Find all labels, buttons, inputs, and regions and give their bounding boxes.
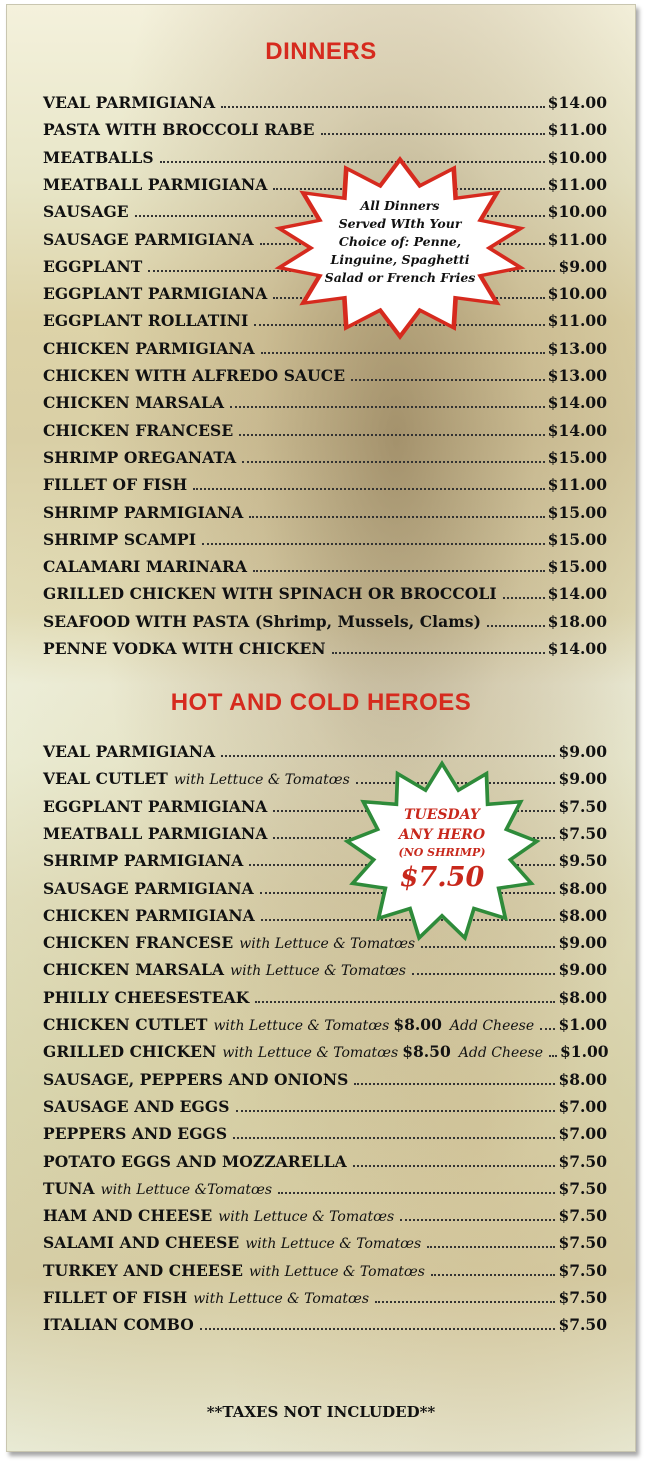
dot-leader [202,543,545,545]
item-price: $1.00 [560,1042,609,1062]
item-price: $14.00 [547,584,607,604]
item-price: $7.00 [558,1124,607,1144]
item-name: GRILLED CHICKEN [43,1042,217,1062]
item-note: with Lettuce & Tomatœs [245,1236,422,1253]
heroes-row [43,1179,607,1201]
item-name: SEAFOOD WITH PASTA (Shrimp, Mussels, Clams) [43,611,482,631]
heroes-row [43,1124,607,1146]
item-name: CHICKEN PARMIGIANA [43,338,255,358]
item-price: $11.00 [547,120,607,140]
dot-leader [249,516,544,518]
dot-leader [278,1192,555,1194]
dot-leader [354,1083,555,1085]
dinners-row [43,557,607,579]
dot-leader [351,379,545,381]
item-note: with Lettuce &Tomatœs [100,1181,273,1198]
heroes-row [43,1042,607,1064]
starburst-line: Linguine, Spaghetti [330,252,470,267]
item-price: $7.50 [558,1315,607,1335]
heroes-row [43,960,607,982]
item-price: $11.00 [547,475,607,495]
item-name: CHICKEN WITH ALFREDO SAUCE [43,366,346,385]
dot-leader [427,1246,555,1248]
item-price: $14.00 [547,420,607,440]
item-name: SHRIMP SCAMPI [43,529,197,549]
item-note: with Lettuce & Tomatœs [213,1018,390,1034]
special-price: $7.50 [399,862,485,893]
item-price: $14.00 [547,639,607,658]
item-name: CHICKEN CUTLET [43,1015,208,1034]
tuesday-special-starburst-badge [337,757,547,947]
item-name: EGGPLANT [43,256,143,276]
heroes-row [43,1233,607,1255]
item-name: PASTA WITH BROCCOLI RABE [43,120,315,140]
item-name: TUNA [43,1178,95,1198]
dot-leader [200,1328,556,1330]
starburst-line: Choice of: Penne, [338,234,462,249]
item-name: CHICKEN MARSALA [43,960,225,980]
item-price: $13.00 [547,366,607,385]
dinners-row [43,503,607,525]
item-name: SHRIMP PARMIGIANA [43,502,244,522]
item-name: PHILLY CHEESESTEAK [43,987,250,1007]
item-base-price: $8.00 [393,1015,442,1034]
dot-leader [549,1055,557,1057]
dot-leader [431,1274,556,1276]
no-shrimp-label: (NO SHRIMP) [398,846,486,859]
item-name: TURKEY AND CHEESE [43,1260,244,1280]
item-note: with Lettuce & Tomatœs [249,1263,425,1280]
heroes-row [43,1288,607,1310]
item-name: SALAMI AND CHEESE [43,1233,240,1253]
heroes-heading: HOT AND COLD HEROES [170,689,472,716]
dinners-starburst-badge [265,153,535,343]
item-name: MEATBALLS [43,147,154,167]
dot-leader [375,1301,555,1303]
item-price: $15.00 [547,557,607,577]
item-price: $14.00 [547,93,607,112]
dinners-row [43,120,607,142]
dinners-row [43,584,607,606]
item-name: EGGPLANT PARMIGIANA [43,796,268,816]
item-price: $8.00 [558,905,607,925]
item-price: $7.50 [558,1151,607,1171]
item-name: SAUSAGE [43,202,129,222]
dinners-row [43,393,607,415]
dot-leader [503,597,545,599]
item-price: $8.00 [558,1069,607,1089]
item-price: $7.50 [558,1233,607,1253]
item-extra: Add Cheese [449,1018,535,1034]
dinners-row [43,612,607,634]
item-price: $8.00 [558,878,607,898]
item-note: with Lettuce & Tomatœs [239,936,416,953]
item-name: CHICKEN FRANCESE [43,420,234,440]
item-note: with Lettuce & Tomatœs [222,1045,399,1062]
dinners-row [43,530,607,552]
heroes-row [43,1206,607,1228]
menu-page [6,4,636,1452]
item-price: $15.00 [547,529,607,549]
dinners-row [43,366,607,388]
heroes-row [43,1015,607,1037]
dinners-row [43,421,607,443]
item-name: POTATO EGGS AND MOZZARELLA [43,1151,347,1171]
item-price: $13.00 [547,338,607,358]
dinners-starburst-text [265,197,535,287]
item-name: SHRIMP OREGANATA [43,447,237,467]
any-hero-label: ANY HERO [398,827,486,843]
item-name: FILLET OF FISH [43,1288,188,1307]
heroes-row [43,1097,607,1119]
item-price: $18.00 [547,611,607,631]
item-name: CHICKEN PARMIGIANA [43,905,255,925]
item-price: $9.00 [558,742,607,761]
dot-leader [230,406,545,408]
item-name: CHICKEN MARSALA [43,393,225,413]
item-price: $7.50 [558,1206,607,1226]
dot-leader [487,625,545,627]
item-name: VEAL CUTLET [43,769,168,789]
item-name: CHICKEN FRANCESE [43,933,234,953]
item-price: $15.00 [547,447,607,467]
item-name: VEAL PARMIGIANA [43,742,216,761]
item-name: SAUSAGE PARMIGIANA [43,878,254,898]
dot-leader [193,488,544,490]
heroes-row [43,988,607,1010]
item-price: $9.00 [558,769,607,789]
starburst-line: All Dinners [360,198,440,213]
item-name: SAUSAGE, PEPPERS AND ONIONS [43,1069,349,1089]
dinners-row [43,448,607,470]
item-price: $7.50 [558,796,607,816]
dinners-row [43,93,607,115]
item-note: with Lettuce & Tomatœs [193,1291,370,1307]
heroes-row [43,1070,607,1092]
item-note: with Lettuce & Tomatœs [218,1209,395,1226]
item-name: CALAMARI MARINARA [43,557,248,577]
item-price: $11.00 [547,311,607,331]
dot-leader [332,652,545,654]
item-name: SAUSAGE AND EGGS [43,1096,230,1116]
dot-leader [400,1219,555,1221]
dinners-row [43,639,607,661]
dot-leader [353,1165,556,1167]
item-price: $10.00 [547,202,607,222]
item-name: MEATBALL PARMIGIANA [43,174,268,194]
tuesday-special-text [337,805,547,895]
item-price: $7.50 [558,1260,607,1280]
taxes-footer: **TAXES NOT INCLUDED** [206,1403,436,1421]
item-price: $1.00 [558,1015,607,1034]
item-name: EGGPLANT ROLLATINI [43,311,249,331]
item-name: PEPPERS AND EGGS [43,1124,228,1144]
dot-leader [255,1001,555,1003]
item-price: $11.00 [547,229,607,249]
item-price: $8.00 [558,987,607,1007]
item-price: $7.00 [558,1096,607,1116]
item-name: ITALIAN COMBO [43,1315,194,1335]
dinners-row [43,475,607,497]
dot-leader [321,133,545,135]
dot-leader [540,1028,555,1030]
item-name: HAM AND CHEESE [43,1206,213,1226]
item-price: $7.50 [558,1288,607,1307]
item-price: $14.00 [547,393,607,413]
item-price: $9.00 [558,960,607,980]
starburst-line: Served WIth Your [338,216,462,231]
tuesday-label: TUESDAY [404,807,480,823]
dinners-heading: DINNERS [265,38,377,65]
heroes-row [43,1152,607,1174]
heroes-row [43,1315,607,1337]
item-price: $11.00 [547,174,607,194]
heroes-row [43,1261,607,1283]
item-price: $10.00 [547,147,607,167]
starburst-line: Salad or French Fries [324,270,476,285]
dot-leader [242,461,544,463]
item-price: $9.00 [558,933,607,953]
item-price: $7.50 [558,1178,607,1198]
item-base-price: $8.50 [402,1042,451,1062]
item-name: GRILLED CHICKEN WITH SPINACH OR BROCCOLI [43,584,497,604]
item-name: EGGPLANT PARMIGIANA [43,284,268,304]
item-extra: Add Cheese [458,1045,544,1062]
dot-leader [221,106,544,108]
item-note: with Lettuce & Tomatœs [230,963,406,980]
item-name: SAUSAGE PARMIGIANA [43,229,254,249]
item-price: $15.00 [547,502,607,522]
item-price: $10.00 [547,284,607,304]
item-price: $9.50 [558,851,607,871]
item-name: MEATBALL PARMIGIANA [43,823,268,843]
dot-leader [253,570,545,572]
dot-leader [261,352,545,354]
dot-leader [233,1137,555,1139]
dot-leader [236,1110,556,1112]
dot-leader [412,973,555,975]
item-name: PENNE VODKA WITH CHICKEN [43,639,326,658]
item-price: $9.00 [558,256,607,276]
item-name: VEAL PARMIGIANA [43,93,216,112]
item-note: with Lettuce & Tomatœs [173,772,350,789]
item-price: $7.50 [558,823,607,843]
dot-leader [239,434,544,436]
item-name: FILLET OF FISH [43,475,188,495]
item-name: SHRIMP PARMIGIANA [43,851,244,871]
